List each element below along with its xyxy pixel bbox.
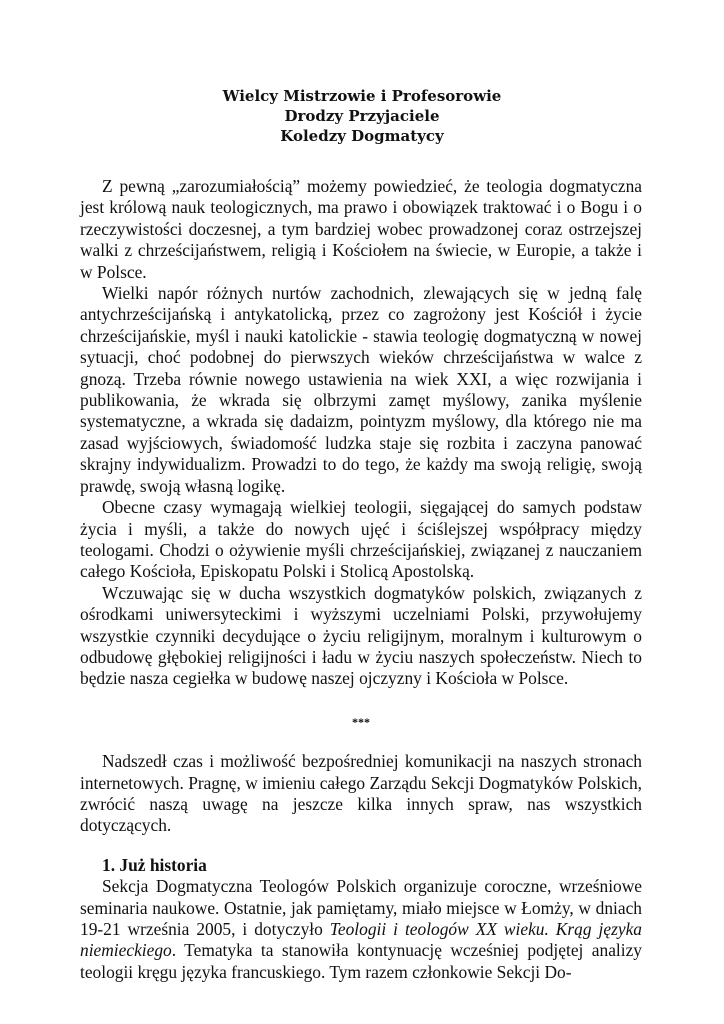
heading-line-3: Koledzy Dogmatycy <box>280 127 444 145</box>
section-separator: *** <box>352 714 370 729</box>
section-1-title: 1. Już historia <box>102 854 207 875</box>
document-heading <box>0 86 724 146</box>
paragraph-4: Wczuwając się w ducha wszystkich dogmatyków polskich, związanych z ośrodkami uniwersyteckimi i wyższymi uczelniami Polski, przywołujemy wszystkie czynniki decydujące o życiu religijnym, moralnym i kulturowym o odbudowę głębokiej religijności i ładu w życiu naszych społeczeństw. Niech to będzie nasza cegiełka w budowę naszej ojczyzny i Kościoła w Polsce. <box>80 582 642 689</box>
section-1-paragraph <box>80 876 642 983</box>
heading-line-1: Wielcy Mistrzowie i Profesorowie <box>222 87 502 105</box>
document-body <box>80 176 642 983</box>
section-1-text-b: . Tematyka ta stanowiła kontynuację wcześniej podjętej analizy teologii kręgu języka francuskiego. Tym razem członkowie Sekcji Do- <box>80 940 642 982</box>
paragraph-3: Obecne czasy wymagają wielkiej teologii, sięgającej do samych podstaw życia i myśli, a także do nowych ujęć i ściślejszej współpracy między teologami. Chodzi o ożywienie myśli chrześcijańskiej, związanej z nauczaniem całego Kościoła, Episkopatu Polski i Stolicą Apostolską. <box>80 497 642 582</box>
section-1-italic-title: Teologii i teologów XX wieku. Krąg języka niemieckiego <box>80 919 642 961</box>
heading-line-2: Drodzy Przyjaciele <box>284 107 440 125</box>
paragraph-2: Wielki napór różnych nurtów zachodnich, zlewających się w jedną falę antychrześcijańską i antykatolicką, przez co zagrożony jest Kościół i życie chrześcijańskie, myśl i nauki katolickie - stawia teologię dogmatyczną w nowej sytuacji, choć podobnej do pierwszych wieków chrześcijaństwa w walce z gnozą. Trzeba równie nowego ustawienia na wiek XXI, a więc rozwijania i publikowania, że wkrada się olbrzymi zamęt myślowy, zanika myślenie systematyczne, a wkrada się dadaizm, pointyzm myślowy, dla którego nie ma zasad wyjściowych, świadomość ludzka staje się rozbita i zaczyna panować skrajny indywidualizm. Prowadzi to do tego, że każdy ma swoją religię, swoją prawdę, swoją własną logikę. <box>80 283 642 496</box>
section-1-text-a: Sekcja Dogmatyczna Teologów Polskich organizuje coroczne, wrześniowe seminaria naukowe. Ostatnie, jak pamiętamy, miało miejsce w Łomży, w dniach 19-21 września 2005, i dotyczyło <box>80 876 642 939</box>
intro-paragraph: Nadszedł czas i możliwość bezpośredniej komunikacji na naszych stronach internetowych. Pragnę, w imieniu całego Zarządu Sekcji Dogmatyków Polskich, zwrócić naszą uwagę na jeszcze kilka innych spraw, nas wszystkich dotyczących. <box>80 751 642 836</box>
paragraph-1: Z pewną „zarozumiałością” możemy powiedzieć, że teologia dogmatyczna jest królową nauk teologicznych, ma prawo i obowiązek traktować i o Bogu i o rzeczywistości doczesnej, a tym bardziej wobec prowadzonej coraz ostrzejszej walki z chrześcijaństwem, religią i Kościołem na świecie, w Europie, a także i w Polsce. <box>80 176 642 282</box>
